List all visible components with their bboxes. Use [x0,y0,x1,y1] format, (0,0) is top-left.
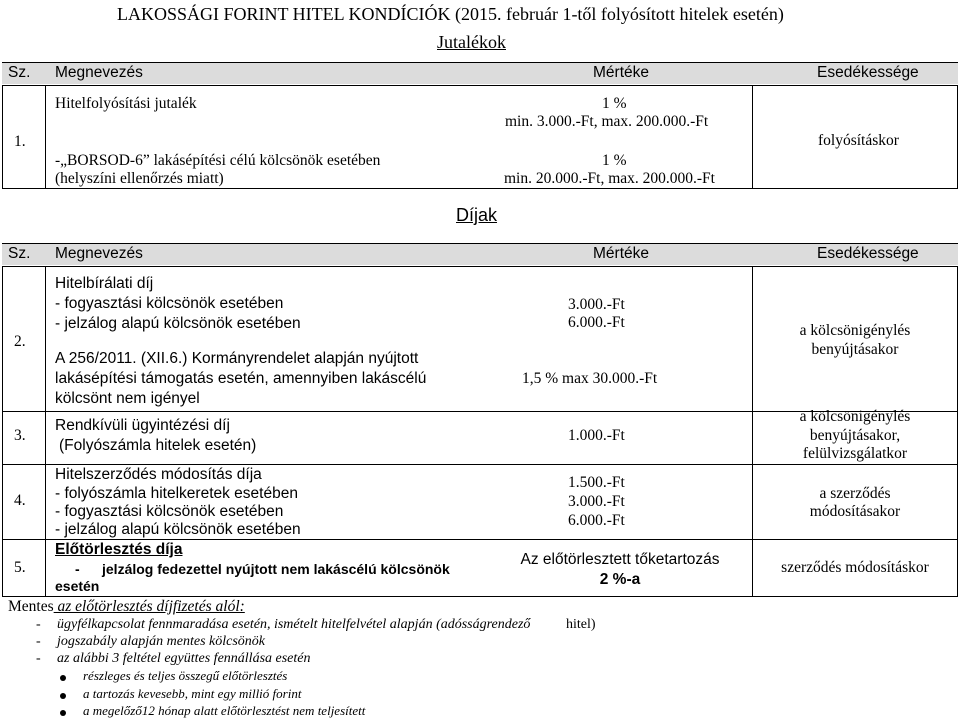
fee-amount: min. 20.000.-Ft, max. 200.000.-Ft [504,170,715,187]
divider [2,85,958,86]
exemption-condition: a megelőző12 hónap alatt előtörlesztést nem teljesített [83,703,366,718]
fee-amount: 1,5 % max 30.000.-Ft [522,370,658,387]
fee-due: folyósításkor [818,132,899,149]
fee-amount: Az előtörlesztett tőketartozás [520,551,720,568]
bullet-icon [60,693,66,699]
fee-name: Hitelszerződés módosítás díja [55,466,262,483]
fee-due: módosításakor [809,503,901,520]
fee-name-detail: - jelzálog alapú kölcsönök esetében [55,315,301,332]
table-header-bar [2,243,958,265]
fee-name-detail: - fogyasztási kölcsönök esetében [55,295,284,312]
header-megnevezes: Megnevezés [55,64,143,81]
page-title: LAKOSSÁGI FORINT HITEL KONDÍCIÓK (2015. február 1-től folyósított hitelek esetén) [117,4,784,24]
fee-name-detail: - fogyasztási kölcsönök esetében [55,503,284,520]
divider [2,188,958,189]
fee-amount: 6.000.-Ft [568,314,625,331]
exemption-condition: a tartozás kevesebb, mint egy millió forint [83,686,302,701]
fee-due: benyújtásakor, [809,427,901,444]
header-sz: Sz. [8,245,31,262]
row-number: 5. [14,559,26,576]
exemption-dash: - [36,634,41,649]
fee-due: benyújtásakor [811,341,899,358]
fee-name: Hitelbírálati díj [55,275,154,292]
fee-name-detail: (Folyószámla hitelek esetén) [59,437,257,454]
header-merteke: Mértéke [593,245,649,262]
divider [957,85,958,188]
fee-amount: 1.000.-Ft [568,427,625,444]
fee-due: a szerződés [819,485,891,502]
fee-name-detail: - folyószámla hitelkeretek esetében [55,485,298,502]
fee-due: szerződés módosításkor [781,559,929,576]
fee-name-detail: -„BORSOD-6” lakásépítési célú kölcsönök esetében [55,152,381,169]
fee-due: felülvizsgálatkor [802,445,908,462]
exemption-item: ügyfélkapcsolat fennmaradása esetén, ismételt hitelfelvétel alapján (adósságrendező [57,617,531,632]
exemptions-heading [8,598,245,616]
header-esedekessege: Esedékessége [817,64,919,81]
exemption-condition: részleges és teljes összegű előtörlesztés [83,668,288,683]
exemption-item-tail: hitel) [566,617,596,632]
divider [45,85,46,188]
exemption-dash: - [36,651,41,666]
exemption-item: jogszabály alapján mentes kölcsönök [57,634,266,649]
header-megnevezes: Megnevezés [55,245,143,262]
divider [2,539,958,540]
divider [2,62,958,63]
fee-due: a kölcsönigénylés [799,408,911,425]
divider [2,464,958,465]
fee-name-dash: - [75,561,80,577]
fee-name-detail: - jelzálog alapú kölcsönök esetében [55,521,301,538]
fee-amount: 3.000.-Ft [568,296,625,313]
fee-amount: 1.500.-Ft [568,474,625,491]
fee-name-detail: lakásépítési támogatás esetén, amennyiben lakáscélú [55,370,427,387]
fee-amount: 2 %-a [599,571,641,588]
row-number: 3. [14,427,26,444]
section-heading-dijak: Díjak [456,205,498,225]
divider [45,266,46,596]
fee-name: Hitelfolyósítási jutalék [55,95,197,112]
fee-amount: 3.000.-Ft [568,493,625,510]
header-merteke: Mértéke [593,64,649,81]
divider [2,266,3,596]
divider [752,85,753,188]
header-sz: Sz. [8,64,31,81]
fee-amount: min. 3.000.-Ft, max. 200.000.-Ft [505,113,709,130]
bullet-icon [60,710,66,716]
fee-name-detail: kölcsönt nem igényel [55,390,200,407]
divider [2,243,958,244]
exemption-item: az alábbi 3 feltétel együttes fennállása esetén [57,651,311,666]
row-number: 4. [14,492,26,509]
row-number: 1. [14,133,26,150]
fee-name-detail: (helyszíni ellenőrzés miatt) [55,170,224,187]
row-number: 2. [14,333,26,350]
fee-amount: 1 % [602,95,627,112]
exemptions-heading-text: Mentes az előtörlesztés díjfizetés alól: [8,598,245,615]
divider [2,596,958,597]
fee-name: Előtörlesztés díja [55,541,183,558]
bullet-icon [60,675,66,681]
exemption-dash: - [36,617,41,632]
fee-name-detail: jelzálog fedezettel nyújtott nem lakáscélú kölcsönök [102,561,450,577]
divider [2,85,3,188]
table-header-bar [2,62,958,84]
header-esedekessege: Esedékessége [817,245,919,262]
fee-name-detail: A 256/2011. (XII.6.) Kormányrendelet alapján nyújtott [55,350,419,367]
divider [957,266,958,596]
fee-amount: 1 % [602,152,627,169]
fee-due: a kölcsönigénylés [799,322,911,339]
divider [2,266,958,267]
section-heading-jutalekok: Jutalékok [437,32,506,52]
fee-amount: 6.000.-Ft [568,512,625,529]
fee-name: Rendkívüli ügyintézési díj [55,417,230,434]
fee-name-detail: esetén [55,578,100,594]
